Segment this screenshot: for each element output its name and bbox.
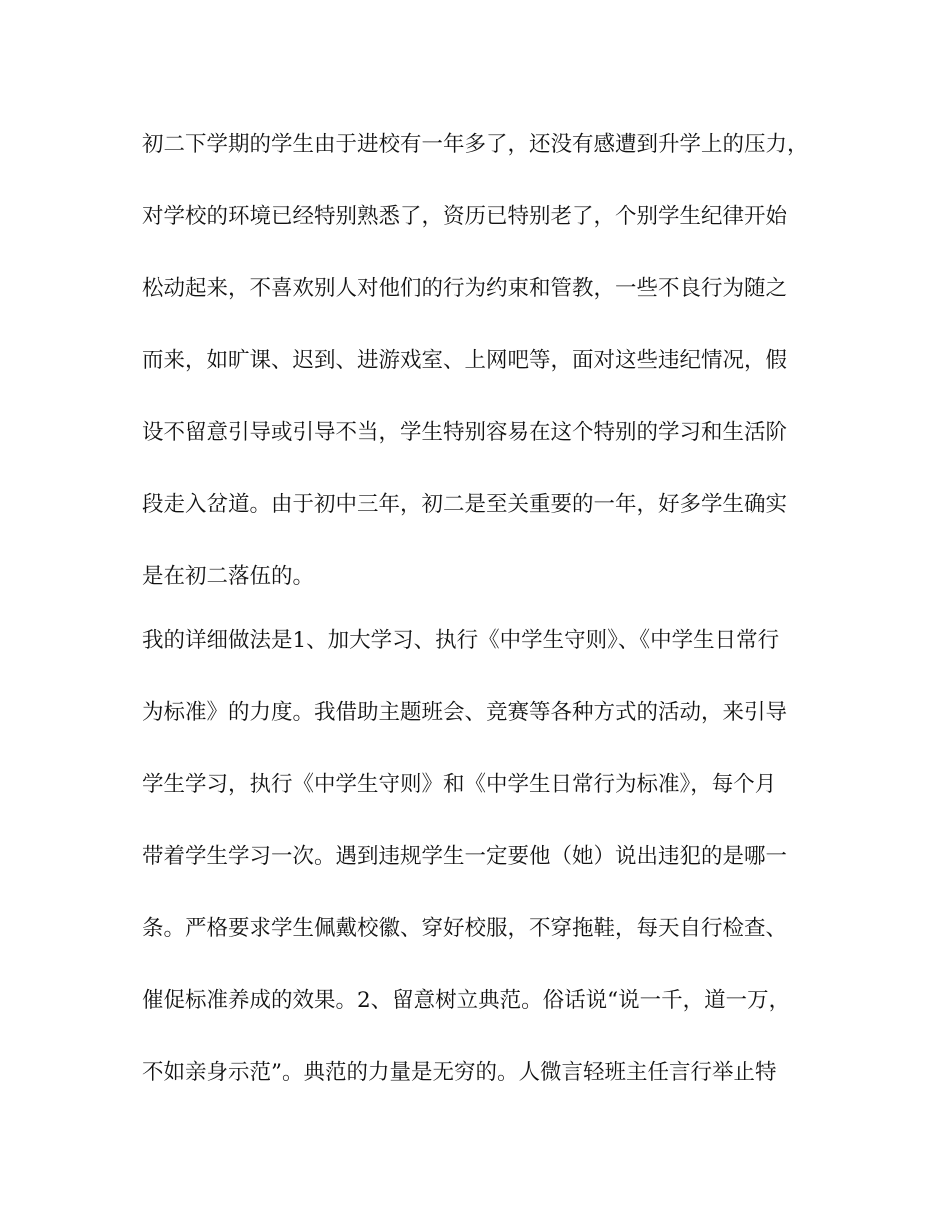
text-line-4: 而来，如旷课、迟到、进游戏室、上网吧等，面对这些违纪情况，假 xyxy=(142,348,788,373)
text-line-7: 是在初二落伍的。 xyxy=(142,564,315,589)
text-line-12: 条。严格要求学生佩戴校徽、穿好校服，不穿拖鞋，每天自行检查、 xyxy=(142,916,788,941)
text-line-9: 为标准》的力度。我借助主题班会、竞赛等各种方式的活动，来引导 xyxy=(142,700,788,725)
text-line-11: 带着学生学习一次。遇到违规学生一定要他（她）说出违犯的是哪一 xyxy=(142,844,788,869)
text-line-14: 不如亲身示范”。典范的力量是无穷的。人微言轻班主任言行举止特 xyxy=(142,1060,777,1085)
text-line-1: 初二下学期的学生由于进校有一年多了，还没有感遭到升学上的压力， xyxy=(142,132,809,157)
text-line-5: 设不留意引导或引导不当，学生特别容易在这个特别的学习和生活阶 xyxy=(142,420,788,445)
text-line-6: 段走入岔道。由于初中三年，初二是至关重要的一年，好多学生确实 xyxy=(142,492,788,517)
text-line-2: 对学校的环境已经特别熟悉了，资历已特别老了，个别学生纪律开始 xyxy=(142,204,788,229)
text-line-10: 学生学习，执行《中学生守则》和《中学生日常行为标准》，每个月 xyxy=(142,772,777,797)
text-line-13: 催促标准养成的效果。2、留意树立典范。俗话说“说一千，道一万， xyxy=(142,988,791,1013)
text-line-8: 我的详细做法是1、加大学习、执行《中学生守则》、《中学生日常行 xyxy=(142,628,780,653)
text-line-3: 松动起来，不喜欢别人对他们的行为约束和管教，一些不良行为随之 xyxy=(142,276,788,301)
